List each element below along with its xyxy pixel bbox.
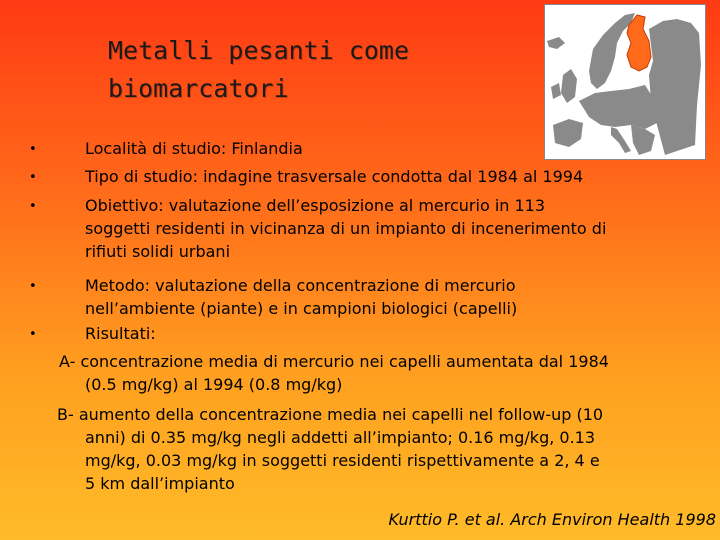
result-a-line2: (0.5 mg/kg) al 1994 (0.8 mg/kg) <box>85 375 343 394</box>
title-line-2: biomarcatori <box>108 74 289 103</box>
item-objective-line3: rifiuti solidi urbani <box>85 242 231 261</box>
item-location: Località di studio: Finlandia <box>85 139 303 158</box>
item-objective-line2: soggetti residenti in vicinanza di un impianto di incenerimento di <box>85 219 607 238</box>
item-objective-line1: Obiettivo: valutazione dell’esposizione al mercurio in 113 <box>85 196 546 215</box>
bullet: • <box>29 327 37 342</box>
citation: Kurttio P. et al. Arch Environ Health 1998 <box>388 510 716 529</box>
title-line-1: Metalli pesanti come <box>108 36 410 65</box>
bullet: • <box>29 142 37 157</box>
item-results: Risultati: <box>85 324 156 343</box>
result-b-line3: mg/kg, 0.03 mg/kg in soggetti residenti rispettivamente a 2, 4 e <box>85 451 600 470</box>
item-method-line2: nell’ambiente (piante) e in campioni biologici (capelli) <box>85 299 518 318</box>
result-a-line1: A- concentrazione media di mercurio nei capelli aumentata dal 1984 <box>59 352 609 371</box>
item-method-line1: Metodo: valutazione della concentrazione di mercurio <box>85 276 516 295</box>
item-study-type: Tipo di studio: indagine trasversale condotta dal 1984 al 1994 <box>85 167 584 186</box>
bullet: • <box>29 279 37 294</box>
result-b-line2: anni) di 0.35 mg/kg negli addetti all’impianto; 0.16 mg/kg, 0.13 <box>85 428 596 447</box>
result-b-line4: 5 km dall’impianto <box>85 474 235 493</box>
bullet: • <box>29 170 37 185</box>
bullet: • <box>29 199 37 214</box>
result-b-line1: B- aumento della concentrazione media nei capelli nel follow-up (10 <box>57 405 604 424</box>
